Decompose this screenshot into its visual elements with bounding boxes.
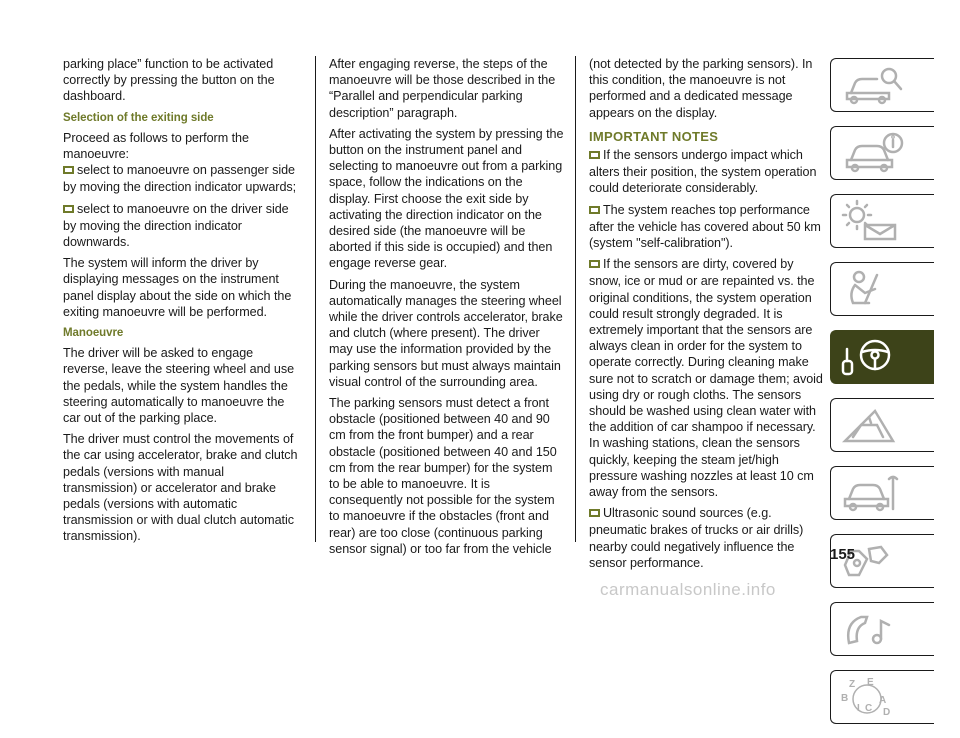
car-search-icon	[831, 59, 934, 111]
paragraph: The driver must control the movements of the car using accelerator, brake and clutch pedals (versions with manual transmission) or accelerator and brake pedals (versions with automatic transmission or with dual clutch automatic transmission).	[63, 432, 298, 544]
svg-text:Z: Z	[849, 679, 856, 690]
column-divider	[575, 56, 576, 542]
bullet-marker-icon	[589, 506, 600, 522]
paragraph: (not detected by the parking sensors). In this condition, the manoeuvre is not performed and a dedicated message appears on the display.	[589, 57, 813, 120]
svg-text:E: E	[867, 677, 874, 688]
bullet-item: select to manoeuvre on passenger side by moving the direction indicator upwards;	[63, 163, 297, 195]
text-column-3	[589, 56, 826, 576]
svg-text:I: I	[857, 703, 860, 714]
bullet-marker-icon	[589, 203, 600, 219]
tab-starting-driving[interactable]	[830, 330, 934, 384]
bullet-item: If the sensors are dirty, covered by snow, ice or mud or are repainted vs. the original conditions, the system operation could result strongly degraded. It is extremely important that the sensors are always clean in order for the system to operate correctly. During cleaning make sure not to scratch or damage them; avoid using dry or rough cloths. The sensors should be washed using clean water with the addition of car shampoo if necessary. In washing stations, clean the sensors quickly, keeping the steam jet/high pressure washing nozzles at least 10 cm away from the sensors.	[589, 257, 823, 500]
page-number: 155	[830, 546, 856, 563]
svg-text:B: B	[841, 693, 849, 704]
safety-person-icon	[831, 263, 934, 315]
watermark: carmanualsonline.info	[600, 580, 776, 599]
svg-text:A: A	[879, 695, 887, 706]
chapter-tabs	[830, 58, 935, 738]
svg-text:C: C	[865, 703, 873, 714]
tab-car-info[interactable]	[830, 126, 934, 180]
text-column-1	[63, 56, 299, 550]
bullet-marker-icon	[589, 257, 600, 273]
paragraph: Proceed as follows to perform the manoeuvre:	[63, 130, 249, 162]
warning-lights-icon	[831, 195, 934, 247]
bullet-marker-icon	[63, 163, 74, 179]
tab-index[interactable]	[830, 670, 934, 724]
alphabetical-index-icon	[831, 671, 934, 723]
paragraph: During the manoeuvre, the system automatically manages the steering wheel while the driver controls accelerator, brake and clutch (where present). The driver may use the information provided by the parking sensors but must always maintain visual control of the surrounding area.	[329, 277, 563, 389]
bullet-item: Ultrasonic sound sources (e.g. pneumatic brakes of trucks or air drills) nearby could negatively influence the sensor performance.	[589, 506, 804, 570]
section-heading-manoeuvre: Manoeuvre	[63, 327, 124, 340]
column-divider	[315, 56, 316, 542]
tab-safety[interactable]	[830, 262, 934, 316]
important-notes-heading: IMPORTANT NOTES	[589, 128, 719, 144]
key-steering-wheel-icon	[831, 331, 934, 383]
bullet-marker-icon	[63, 202, 74, 218]
svg-text:D: D	[883, 707, 891, 718]
tab-car-search[interactable]	[830, 58, 934, 112]
bullet-item: select to manoeuvre on the driver side by moving the direction indicator downwards.	[63, 201, 289, 250]
car-info-icon	[831, 127, 934, 179]
multimedia-icon	[831, 603, 934, 655]
paragraph: The parking sensors must detect a front obstacle (positioned between 40 and 90 cm from the front bumper) and a rear obstacle (positioned between 40 and 150 cm from the rear bumper) for the system to be able to manoeuvre. It is consequently not possible for the system to manoeuvre if the obstacles (front and rear) are too close (continuous parking sensor signal) or too far from the vehicle	[329, 396, 557, 556]
paragraph: parking place” function to be activated correctly by pressing the button on the dashboard.	[63, 57, 275, 104]
bullet-marker-icon	[589, 148, 600, 164]
paragraph: The system will inform the driver by displaying messages on the instrument panel display about the side on which the exiting manoeuvre will be performed.	[63, 256, 292, 319]
text-column-2	[329, 56, 565, 562]
paragraph: After engaging reverse, the steps of the manoeuvre will be those described in the “Parallel and perpendicular parking description” paragraph.	[329, 57, 556, 120]
tab-emergency[interactable]	[830, 398, 934, 452]
section-heading-exiting-side: Selection of the exiting side	[63, 111, 214, 124]
bullet-item: The system reaches top performance after the vehicle has covered about 50 km (system "self-calibration").	[589, 202, 821, 251]
tab-multimedia[interactable]	[830, 602, 934, 656]
tab-maintenance[interactable]	[830, 466, 934, 520]
emergency-road-icon	[831, 399, 934, 451]
maintenance-car-icon	[831, 467, 934, 519]
tab-warning-lights[interactable]	[830, 194, 934, 248]
bullet-item: If the sensors undergo impact which alters their position, the system operation could deteriorate considerably.	[589, 148, 817, 196]
paragraph: The driver will be asked to engage reverse, leave the steering wheel and use the pedals, while the system handles the steering automatically to manoeuvre the car out of the parking place.	[63, 346, 295, 426]
paragraph: After activating the system by pressing the button on the instrument panel and selecting to manoeuvre out from a parking space, follow the indications on the display. First choose the exit side by activating the direction indicator on the desired side (the manoeuvre will be aborted if this side is occupied) and then engage reverse gear.	[329, 126, 564, 271]
